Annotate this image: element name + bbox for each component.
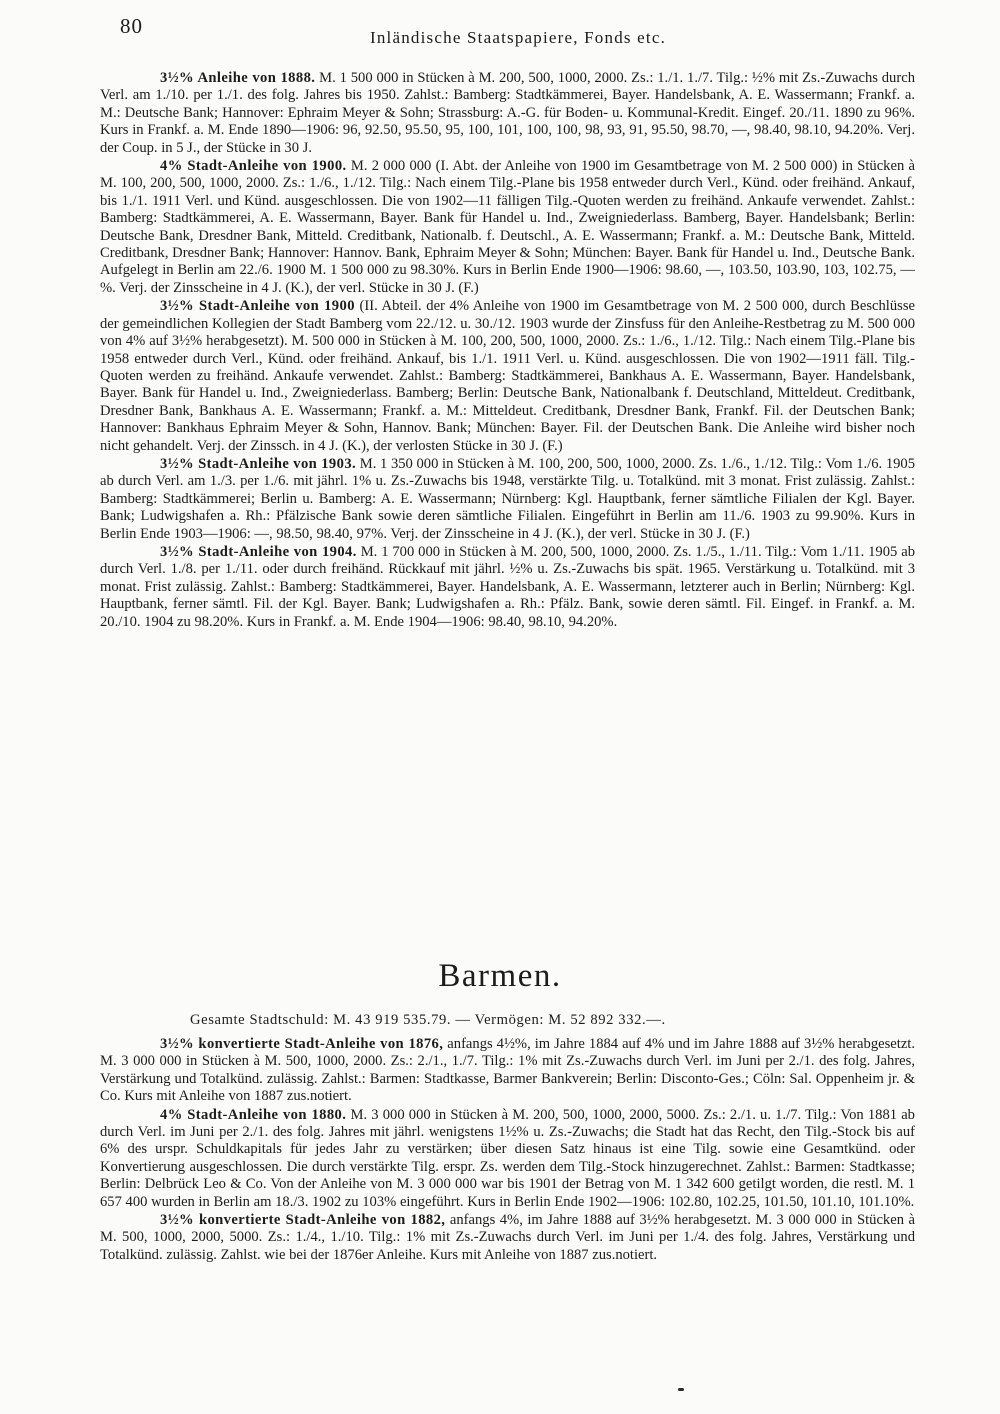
loan-entry-1876 — [100, 1036, 915, 1106]
loan-title: 3½% Stadt-Anleihe von 1904. — [160, 543, 357, 560]
loan-body: M. 1 500 000 in Stücken à M. 200, 500, 1000, 2000. Zs.: 1./1. 1./7. Tilg.: ½% mit Zs.-Zuwachs durch Verl. am 1./10. per 1./1. des folg. Jahres bis 1950. Zahlst.: Bamberg: Stadtkämmerei, Bayer. Handelsbank, A. E. Wassermann; Frankf. a. M.: Deutsche Bank; Hannover: Ephraim Meyer & Sohn; Strassburg: A.-G. für Boden- u. Kommunal-Kredit. Eingef. 20./11. 1890 zu 96%. Kurs in Frankf. a. M. Ende 1890—1906: 96, 92.50, 95.50, 95, 100, 101, 100, 100, 98, 93, 91, 95.50, 98.70, —, 98.40, 98.10, 94.20%. Verj. der Coup. in 5 J., der Stücke in 30 J. — [100, 70, 915, 156]
loan-entry-1880 — [100, 1107, 915, 1211]
running-head: Inländische Staatspapiere, Fonds etc. — [370, 28, 667, 47]
city-heading: Barmen. — [438, 958, 562, 994]
loan-title: 3½% konvertierte Stadt-Anleihe von 1882, — [160, 1212, 446, 1229]
loan-entry-1903 — [100, 456, 915, 543]
loan-entry-1900-4pct — [100, 158, 915, 297]
loan-title: 4% Stadt-Anleihe von 1900. — [160, 158, 347, 175]
loan-entry-1882 — [100, 1212, 915, 1264]
loan-title: 3½% Stadt-Anleihe von 1900 — [160, 298, 355, 315]
page-number: 80 — [120, 14, 143, 38]
loan-entry-1900-3-5pct — [100, 298, 915, 455]
loan-title: 3½% Anleihe von 1888. — [160, 70, 316, 86]
loan-body: (II. Abteil. der 4% Anleihe von 1900 im Gesamtbetrage von M. 2 500 000, durch Beschlüsse der gemeindlichen Kollegien der Stadt Bamberg vom 22./12. u. 30./12. 1903 wurde der Zinsfuss für den Anleihe-Restbetrag zu M. 500 000 von 4% auf 3½% herabgesetzt). M. 500 000 in Stücken à M. 100, 200, 500, 1000, 2000. Zs.: 1./6., 1./12. Tilg.: Nach einem Tilg.-Plane bis 1958 entweder durch Verl., Künd. oder freihänd. Ankauf, bis 1./1. 1911 Verl. u. Künd. ausgeschlossen. Die von 1902—1911 fäll. Tilg.-Quoten werden zu freihänd. Ankaufe verwendet. Zahlst.: Bamberg: Stadtkämmerei, Bankhaus A. E. Wassermann, Bayer. Handelsbank, Bayer. Bank für Handel u. Ind., Zweigniederlass. Bamberg; Berlin: Deutsche Bank, Nationalbank f. Deutschland, Mitteldeut. Creditbank, Dresdner Bank, Bankhaus A. E. Wassermann; Frankf. a. M.: Mitteldeut. Creditbank, Dresdner Bank, Frankf. Fil. der Deutschen Bank; Hannover: Bankhaus Ephraim Meyer & Sohn, Hannov. Bank; München: Bayer. Fil. der Deutschen Bank. Die Anleihe wird bisher noch nicht gehandelt. Verj. der Zinssch. in 4 J. (K.), der verlosten Stücke in 30 J. (F.) — [100, 298, 915, 454]
loan-entry-1888 — [100, 70, 915, 157]
print-speck — [678, 1388, 684, 1391]
loan-title: 3½% konvertierte Stadt-Anleihe von 1876, — [160, 1036, 444, 1052]
loan-body: anfangs 4%, im Jahre 1888 auf 3½% herabgesetzt. M. 3 000 000 in Stücken à M. 500, 1000, 2000, 5000. Zs.: 1./4., 1./10. Tilg.: 1% mit Zs.-Zuwachs durch Verl. im Juni per 1./4. des folg. Jahres, Verstärkung und Totalkünd. zulässig. Zahlst. wie bei der 1876er Anleihe. Kurs mit Anleihe von 1887 zus.notiert. — [100, 1212, 915, 1263]
loan-body: M. 3 000 000 in Stücken à M. 200, 500, 1000, 2000, 5000. Zs.: 2./1. u. 1./7. Tilg.: Von 1881 ab durch Verl. im Juni per 2./1. des folg. Jahres mit jährl. wenigstens 1½% u. Zs.-Zuwachs; die Stadt hat das Recht, den Tilg.-Stock bis auf 6% des urspr. Schuldkapitals für jedes Jahr zu verstärken; über diesen Satz hinaus ist eine Tilg. sowie eine Gesamtkünd. oder Konvertierung ausgeschlossen. Die durch verstärkte Tilg. erspr. Zs. werden dem Tilg.-Stock hinzugerechnet. Zahlst.: Barmen: Stadtkasse; Berlin: Delbrück Leo & Co. Von der Anleihe von M. 3 000 000 war bis 1901 der Betrag von M. 1 342 600 getilgt worden, die restl. M. 1 657 400 wurden in Berlin am 18./3. 1902 zu 103% eingeführt. Kurs in Berlin Ende 1902—1906: 102.80, 102.25, 101.50, 101.10, 101.10%. — [100, 1106, 915, 1210]
bamberg-loans-section — [100, 70, 915, 631]
barmen-loans-section — [100, 1036, 915, 1264]
loan-title: 4% Stadt-Anleihe von 1880. — [160, 1106, 347, 1123]
loan-body: M. 1 350 000 in Stücken à M. 100, 200, 500, 1000, 2000. Zs. 1./6., 1./12. Tilg.: Vom 1./6. 1905 ab durch Verl. am 1./3. per 1./6. mit jährl. 1% u. Zs.-Zuwachs bis 1948, verstärkte Tilg. u. Totalkünd. mit 3 monat. Frist zulässig. Zahlst.: Bamberg: Stadtkämmerei; Berlin u. Bamberg: A. E. Wassermann; Nürnberg: Kgl. Hauptbank, ferner sämtliche Filialen der Kgl. Bayer. Bank; Ludwigshafen a. Rh.: Pfälzische Bank sowie deren sämtliche Filialen. Eingeführt in Berlin am 11./6. 1903 zu 99.90%. Kurs in Berlin Ende 1903—1906: —, 98.50, 98.40, 97%. Verj. der Zinsscheine in 4 J. (K.), der verl. Stücke in 30 J. (F.) — [100, 455, 916, 542]
loan-entry-1904 — [100, 544, 915, 631]
loan-body: M. 1 700 000 in Stücken à M. 200, 500, 1000, 2000. Zs. 1./5., 1./11. Tilg.: Vom 1./11. 1905 ab durch Verl. 1./8. per 1./11. oder durch freihänd. Rückkauf mit jährl. ½% u. Zs.-Zuwachs bis spät. 1965. Verstärkung u. Totalkünd. mit 3 monat. Frist zulässig. Zahlst.: Bamberg: Stadtkämmerei, Bayer. Handelsbank, A. E. Wassermann, letzterer auch in Berlin; Nürnberg: Kgl. Hauptbank, ferner sämtl. Fil. der Kgl. Bayer. Bank; Ludwigshafen a. Rh.: Pfälz. Bank, sowie deren sämtl. Fil. Eingef. in Frankf. a. M. 20./10. 1904 zu 98.20%. Kurs in Frankf. a. M. Ende 1904—1906: 98.40, 98.10, 94.20%. — [100, 543, 915, 630]
loan-body: anfangs 4½%, im Jahre 1884 auf 4% und im Jahre 1888 auf 3½% herabgesetzt. M. 3 000 000 in Stücken à M. 500, 1000, 2000. Zs.: 2./1., 1./7. Tilg.: 1% mit Zs.-Zuwachs durch Verl. im Juni per 2./1. des folg. Jahres, Verstärkung und Totalkünd. zulässig. Zahlst.: Barmen: Stadtkasse, Barmer Bankverein; Berlin: Disconto-Ges.; Cöln: Sal. Oppenheim jr. & Co. Kurs mit Anleihe von 1887 zus.notiert. — [100, 1036, 915, 1105]
loan-title: 3½% Stadt-Anleihe von 1903. — [160, 455, 357, 472]
loan-body: M. 2 000 000 (I. Abt. der Anleihe von 1900 im Gesamtbetrage von M. 2 500 000) in Stücken à M. 100, 200, 500, 1000, 2000. Zs.: 1./6., 1./12. Tilg.: Nach einem Tilg.-Plane bis 1958 entweder durch Verl., Künd. oder freihänd. Ankauf, bis 1./1. 1911 Verl. und Künd. ausgeschlossen. Die von 1902—11 fälligen Tilg.-Quoten werden zu freihänd. Ankaufe verwendet. Zahlst.: Bamberg: Stadtkämmerei, A. E. Wassermann, Bayer. Bank für Handel u. Ind., Zweigniederlass. Bamberg, Bayer. Handelsbank; Berlin: Deutsche Bank, Dresdner Bank, Mitteld. Creditbank, Nationalb. f. Deutschl., A. E. Wassermann; Frankf. a. M.: Deutsche Bank, Mitteld. Creditbank, Dresdner Bank; Hannover: Hannov. Bank, Ephraim Meyer & Sohn; München: Bayer. Bank für Handel u. Ind., Deutsche Bank. Aufgelegt in Berlin am 22./6. 1900 M. 1 500 000 zu 98.30%. Kurs in Berlin Ende 1900—1906: 98.60, —, 103.50, 103.90, 103, 102.75, —%. Verj. der Zinsscheine in 4 J. (K.), der verl. Stücke in 30 J. (F.) — [100, 158, 915, 296]
city-debt-summary: Gesamte Stadtschuld: M. 43 919 535.79. — Vermögen: M. 52 892 332.—. — [190, 1012, 666, 1028]
